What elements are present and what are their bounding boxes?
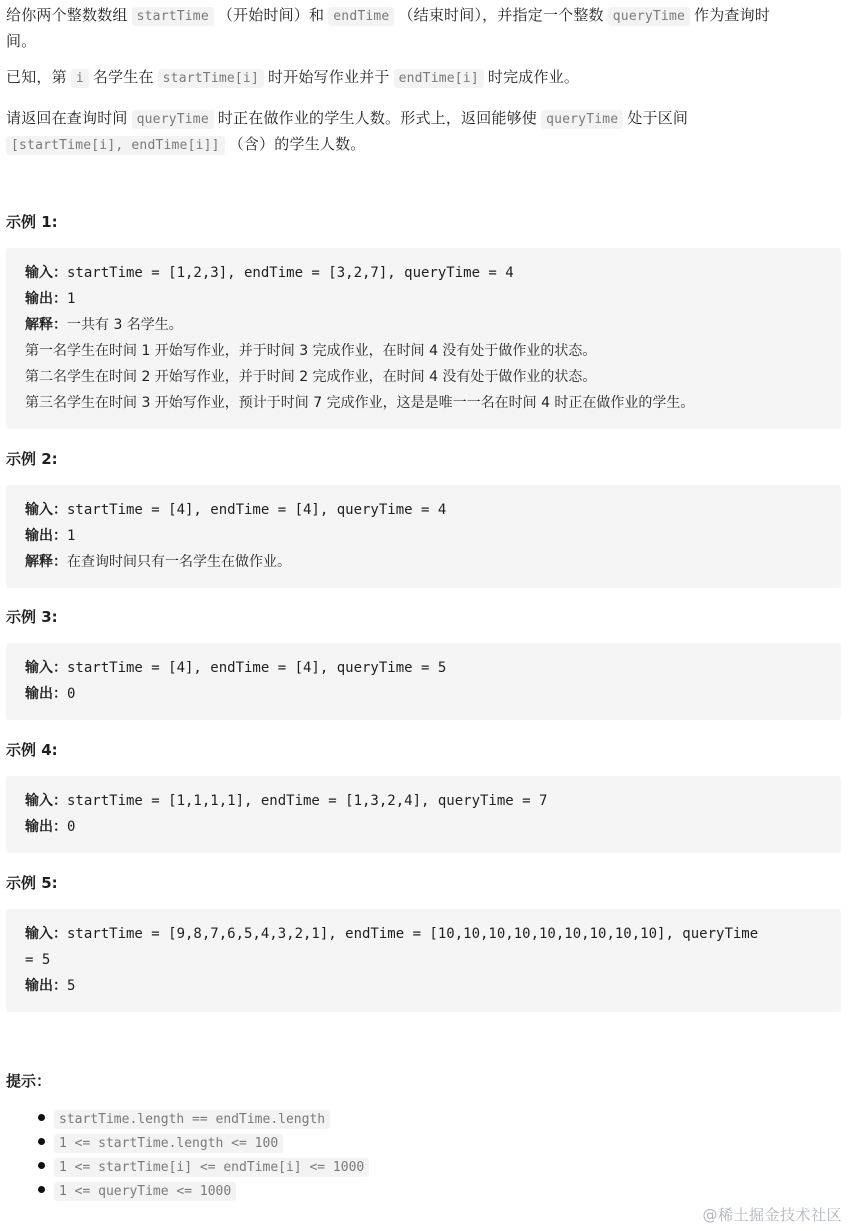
constraint-code: 1 <= startTime[i] <= endTime[i] <= 1000 — [54, 1158, 369, 1177]
explanation-line: 第三名学生在时间 3 开始写作业，预计于时间 7 完成作业，这是是唯一一名在时间 4 时正在做作业的学生。 — [25, 395, 695, 411]
watermark: @稀土掘金技术社区 — [702, 1206, 842, 1224]
example-4-block — [6, 776, 841, 853]
output-label: 输出： — [25, 686, 67, 702]
explanation-line: 第一名学生在时间 1 开始写作业，并于时间 3 完成作业，在时间 4 没有处于做作业的状态。 — [25, 343, 597, 359]
input-label: 输入： — [25, 926, 67, 942]
bullet-icon — [38, 1114, 45, 1121]
inline-code: queryTime — [132, 110, 214, 129]
example-4-heading: 示例 4: — [6, 741, 58, 759]
list-item — [38, 1178, 373, 1202]
inline-code: [startTime[i], endTime[i]] — [6, 136, 225, 155]
explanation-line: 第二名学生在时间 2 开始写作业，并于时间 2 完成作业，在时间 4 没有处于做作业的状态。 — [25, 369, 597, 385]
input-label: 输入： — [25, 793, 67, 809]
example-input: startTime = [9,8,7,6,5,4,3,2,1], endTime = [10,10,10,10,10,10,10,10,10], queryTime — [67, 926, 759, 942]
input-label: 输入： — [25, 660, 67, 676]
text: 作为查询时 — [694, 6, 771, 24]
output-label: 输出： — [25, 819, 67, 835]
example-3-heading: 示例 3: — [6, 608, 58, 626]
inline-code: queryTime — [608, 7, 690, 26]
text: 时完成作业。 — [487, 68, 580, 86]
example-2-block — [6, 485, 841, 588]
inline-code: startTime[i] — [158, 69, 264, 88]
text: 处于区间 — [627, 109, 689, 127]
list-item — [38, 1154, 373, 1178]
output-label: 输出： — [25, 291, 67, 307]
bullet-icon — [38, 1162, 45, 1169]
inline-code: startTime — [132, 7, 214, 26]
inline-code: queryTime — [541, 110, 623, 129]
text: 请返回在查询时间 — [6, 109, 128, 127]
text: （开始时间）和 — [217, 6, 325, 24]
example-input: startTime = [1,2,3], endTime = [3,2,7], queryTime = 4 — [67, 265, 514, 281]
example-input: startTime = [4], endTime = [4], queryTime = 4 — [67, 502, 447, 518]
intro-paragraph-3 — [6, 106, 836, 158]
example-1-block — [6, 248, 841, 429]
text: 时开始写作业并于 — [267, 68, 390, 86]
inline-code: endTime — [328, 7, 394, 26]
example-2-heading: 示例 2: — [6, 450, 58, 468]
inline-code: endTime[i] — [394, 69, 484, 88]
example-5-heading: 示例 5: — [6, 874, 58, 892]
list-item — [38, 1130, 373, 1154]
explain-label: 解释： — [25, 554, 67, 570]
intro-paragraph-1 — [6, 3, 836, 53]
example-3-block — [6, 643, 841, 720]
example-input-continued: = 5 — [25, 952, 51, 968]
text: （结束时间），并指定一个整数 — [398, 6, 604, 24]
example-5-block — [6, 909, 841, 1012]
tips-list — [38, 1106, 373, 1202]
inline-code: i — [71, 69, 89, 88]
text: 名学生在 — [92, 68, 154, 86]
constraint-code: 1 <= queryTime <= 1000 — [54, 1182, 236, 1201]
example-explanation: 在查询时间只有一名学生在做作业。 — [67, 554, 291, 570]
intro-paragraph-2 — [6, 65, 836, 91]
text: 给你两个整数数组 — [6, 6, 128, 24]
text: 时正在做作业的学生人数。形式上，返回能够使 — [217, 109, 538, 127]
example-1-heading: 示例 1: — [6, 213, 58, 231]
output-label: 输出： — [25, 978, 67, 994]
example-output: 1 — [67, 528, 76, 544]
tips-heading: 提示： — [6, 1072, 52, 1090]
text: （含）的学生人数。 — [228, 135, 366, 153]
input-label: 输入： — [25, 265, 67, 281]
example-output: 5 — [67, 978, 76, 994]
example-output: 0 — [67, 819, 76, 835]
constraint-code: startTime.length == endTime.length — [54, 1110, 330, 1129]
example-output: 0 — [67, 686, 76, 702]
example-output: 1 — [67, 291, 76, 307]
example-explanation: 一共有 3 名学生。 — [67, 317, 183, 333]
explain-label: 解释： — [25, 317, 67, 333]
output-label: 输出： — [25, 528, 67, 544]
constraint-code: 1 <= startTime.length <= 100 — [54, 1134, 283, 1153]
text: 已知，第 — [6, 68, 67, 86]
example-input: startTime = [1,1,1,1], endTime = [1,3,2,4], queryTime = 7 — [67, 793, 548, 809]
text: 间。 — [6, 32, 37, 50]
bullet-icon — [38, 1138, 45, 1145]
example-input: startTime = [4], endTime = [4], queryTime = 5 — [67, 660, 447, 676]
input-label: 输入： — [25, 502, 67, 518]
list-item — [38, 1106, 373, 1130]
bullet-icon — [38, 1186, 45, 1193]
